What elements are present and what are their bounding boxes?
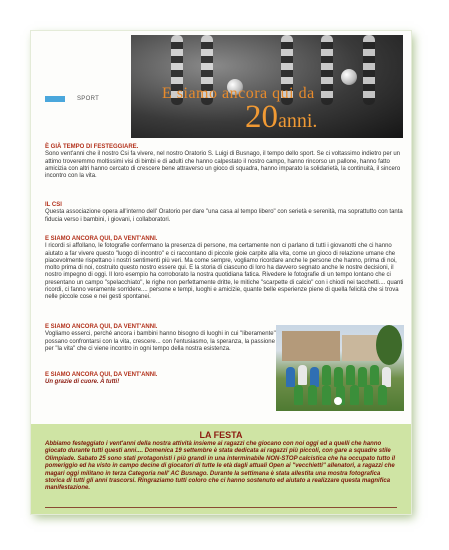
block-heading: IL CSI xyxy=(45,202,62,208)
photo-tree xyxy=(376,325,402,365)
player-figure xyxy=(322,385,331,405)
block-text: Questa associazione opera all'interno dell' Oratorio per dare "una casa al tempo libero" con serietà e serenità, ma soprattutto con tanta fiducia verso i bambini, i giovani, i collaboratori. xyxy=(45,209,403,223)
block-text: Vogliamo esserci, perché ancora i bambini hanno bisogno di luoghi in cui "liberamente" possano confrontarsi con la vita, crescere... con l'entusiasmo, la speranza, la passione per "la vita" che ci viene incontro in ogni tempo della nostra esistenza. xyxy=(45,331,276,352)
festa-box xyxy=(31,424,411,514)
photo-building xyxy=(282,331,340,361)
block-heading: E SIAMO ANCORA QUI, DA VENT'ANNI. xyxy=(45,324,158,330)
section-color-bar xyxy=(45,96,65,102)
article-block xyxy=(45,144,409,180)
player-figure xyxy=(382,367,391,387)
team-photo xyxy=(276,325,404,411)
player-figure xyxy=(350,385,359,405)
player-figure xyxy=(294,385,303,405)
magazine-page xyxy=(31,31,411,514)
football-icon xyxy=(341,69,357,85)
block-text: I ricordi si affollano, le fotografie confermano la presenza di persone, ma certamente non ci parlano di tutti i giovanotti che ci hanno aiutato a far vivere questo "luogo di incontro" e ci raccontano di piccole gioie carpite alla vita, come un gioco di relazione umane che piacevolmente rispettano i nostri sentimenti più veri. Ma come sempre, vogliamo ricordare anche le persone che hanno, prima di noi, molto prima di noi, costruito questo nostro essere qui. E la storia di ciascuno di loro ha davvero segnato anche le nostre decisioni, il nostro impegno di oggi. Il loro esempio ha corroborato la nostra quotidiana fatica. Rivedere le fotografie di un tempo lontano che ci presentano un campo "spelacchiato", le righe non perfettamente dritte, le mitiche "scarpette di calcio" con i chiodi nei tacchetti.... quanti ricordi, ci fanno veramente sorridere.... persone e tempi, luoghi e amicizie, quante belle esperienze piene di quella felicità che si trova nelle piccole cose e nei gesti spontanei. xyxy=(45,243,404,301)
block-text: Un grazie di cuore. A tutti! xyxy=(45,379,120,386)
block-text: Sono vent'anni che il nostro Csi fa vivere, nel nostro Oratorio S. Luigi di Busnago, il tempo dello sport. Se ci voltassimo indietro per un attimo troveremmo moltissimi visi di bimbi e di adulti che hanno calpestato il nostro campo, hanno rincorso un pallone, hanno fatto amicizia con altri hanno cercato di crescere bene attraverso un gioco di squadra, hanno imparato la solidarietà, la continuità, il sincero incontro con la vita. xyxy=(45,151,401,180)
player-figure xyxy=(370,365,379,385)
block-heading: È GIÀ TEMPO DI FESTEGGIARE. xyxy=(45,144,139,150)
player-figure xyxy=(298,365,307,385)
player-figure xyxy=(334,367,343,387)
article-block xyxy=(45,202,409,224)
section-tag xyxy=(45,95,99,103)
article-block xyxy=(45,324,281,353)
football-icon xyxy=(334,397,342,405)
banner-year: 20anni. xyxy=(245,99,318,135)
player-figure xyxy=(346,365,355,385)
festa-text: Abbiamo festeggiato i vent'anni della nostra attività insieme ai ragazzi che giocano con noi oggi ed a quelli che hanno giocato durante tutti questi anni.... Domenica 19 settembre è stata dedicata ai ragazzi più piccoli, con gare a squadre stile Olimpiade. Sabato 25 sono stati protagonisti i più grandi in una interminabile NON-STOP calcistica che ha occupato tutto il pomeriggio ed ha visto in campo decine di giocatori di tutte le età dagli attuali Open ai "vecchietti" allenatori, a ragazzi che magari oggi militano in terza Categoria nell' AC Busnago. Durante la settimana è stata allestita una mostra fotografica storica di tutti gli anni trascorsi. Ringraziamo tutti coloro che ci hanno sostenuto ed aiutato a realizzare questa magnifica manifestazione. xyxy=(45,441,396,492)
player-figure xyxy=(364,385,373,405)
festa-title: LA FESTA xyxy=(199,430,243,440)
article-block xyxy=(45,372,281,387)
divider xyxy=(45,507,397,508)
player-figure xyxy=(310,367,319,387)
player-figure xyxy=(378,385,387,405)
block-heading: E SIAMO ANCORA QUI, DA VENT'ANNI. xyxy=(45,236,158,242)
block-heading: E SIAMO ANCORA QUI, DA VENT'ANNI. xyxy=(45,372,158,378)
article-block xyxy=(45,236,409,302)
player-figure xyxy=(322,365,331,385)
section-label: SPORT xyxy=(77,96,100,102)
player-figure xyxy=(308,385,317,405)
player-figure xyxy=(358,367,367,387)
banner-title: E siamo ancora qui da xyxy=(162,85,315,102)
player-figure xyxy=(286,367,295,387)
